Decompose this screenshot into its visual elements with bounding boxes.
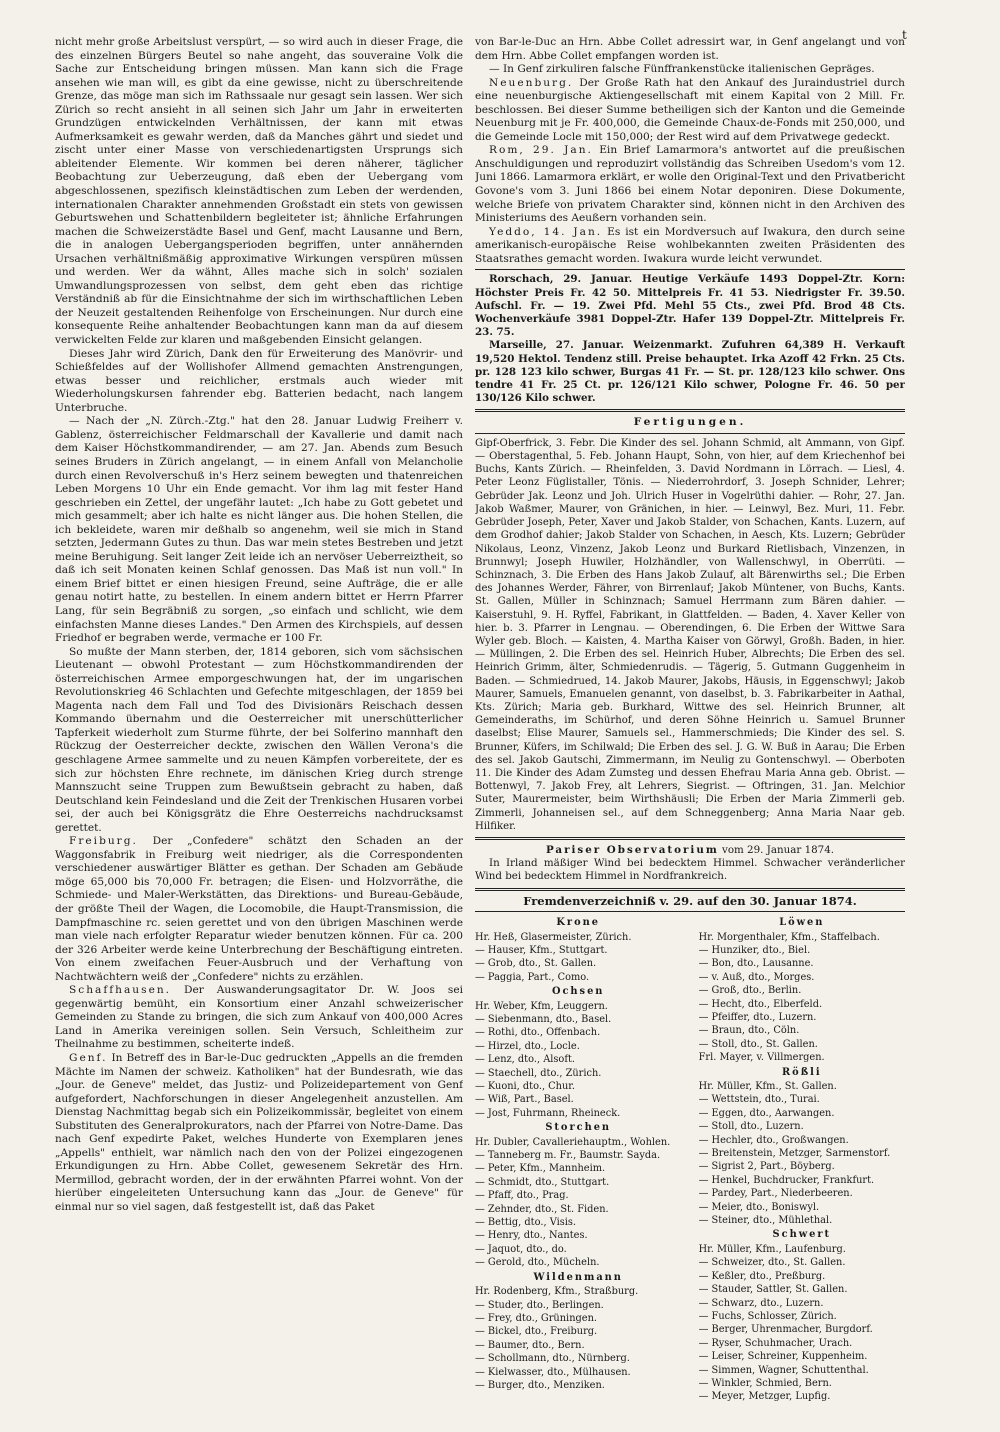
- guest-entry: — Meyer, Metzger, Lupfig.: [698, 1391, 831, 1403]
- article-genf: [55, 1052, 463, 1215]
- guest-entry: — Jost, Fuhrmann, Rheineck.: [475, 1107, 621, 1119]
- guest-entry: — Stauder, Sattler, St. Gallen.: [698, 1284, 848, 1296]
- guest-entry: — Zehnder, dto., St. Fiden.: [475, 1203, 609, 1215]
- guest-entry: Hr. Rodenberg, Kfm., Straßburg.: [475, 1286, 639, 1298]
- guest-entry: — Rothi, dto., Offenbach.: [475, 1027, 601, 1039]
- guest-entry: — Hunziker, dto., Biel.: [698, 944, 811, 956]
- weather-title: Pariser Observatorium: [545, 843, 719, 856]
- guest-entry: Hr. Müller, Kfm., St. Gallen.: [698, 1081, 837, 1092]
- dateline: Schaffhausen.: [69, 984, 172, 997]
- guest-list-right: [699, 915, 905, 1404]
- hotel-name: Storchen: [545, 1122, 612, 1134]
- article-paragraph: — Nach der „N. Zürch.-Ztg." hat den 28. Januar Ludwig Freiherr v. Gablenz, österreichischer Feldmarschall der Kavallerie und damit nach dem Kaiser Höchstkommandirender, — am 27. Jan. Abends zum Besuch seines Bruders in Zürich angelangt, — in einem Anfall von Melancholie durch einen Revolverschuß in's Herz seinem bewegten und thatenreichen Leben Morgens 10 Uhr ein Ende gemacht. Vor ihm lag mit fester Hand geschrieben ein Zettel, der ungefähr lautet: „Ich habe zu Gott gebetet und mich gesammelt; aber ich halte es nicht länger aus. Die hohen Stellen, die ich bekleidete, waren mir deßhalb so angenehm, weil sie mich in Stand setzten, Jedermann Gutes zu thun. Das war mein stetes Bestreben und jetzt meine Beruhigung. Seit langer Zeit leide ich an nervöser Ueberreiztheit, so daß ich seit Monaten keinen Schlaf genossen. Das Maß ist nun voll." In einem Brief bittet er einen hiesigen Freund, seine Aufträge, die er alle genau notirt hatte, zu bestellen. In einem andern bittet er Herrn Pfarrer Lang, für sein Begräbniß zu sorgen, „so einfach und schlicht, wie dem einfachsten Manne dieses Landes." Den Armen des Kirchspiels, auf dessen Friedhof er begraben werde, vermache er 100 Fr.: [55, 415, 463, 645]
- guest-entry: — Keßler, dto., Preßburg.: [698, 1270, 826, 1282]
- article-paragraph: Dieses Jahr wird Zürich, Dank den für Erweiterung des Manövrir- und Schießfeldes auf der Wollishofer Allmend gemachten Anstrengungen, etwas besser und reichlicher, erstmals auch wieder mit Wiederholungskursen fahrender ebg. Batterien bedacht, nach langem Unterbruche.: [55, 347, 463, 414]
- guest-entry: — Studer, dto., Berlingen.: [475, 1299, 604, 1311]
- guest-entry: — Sigrist 2, Part., Böyberg.: [698, 1161, 835, 1173]
- hotel-name: Löwen: [779, 917, 825, 929]
- guest-entry: — Berger, Uhrenmacher, Burgdorf.: [698, 1324, 873, 1336]
- divider: [475, 269, 905, 270]
- guest-entry: — Steiner, dto., Mühlethal.: [698, 1215, 833, 1227]
- hotel-name: Schwert: [772, 1229, 832, 1241]
- guest-entry: — Stoll, dto., St. Gallen.: [698, 1038, 818, 1050]
- article-yeddo: [475, 226, 905, 267]
- guest-entry: — Kielwasser, dto., Mülhausen.: [475, 1366, 631, 1378]
- left-column: [55, 36, 463, 1406]
- guest-entry: — Braun, dto., Cöln.: [698, 1025, 800, 1037]
- hotel-name: Ochsen: [551, 986, 605, 998]
- article-paragraph: von Bar-le-Duc an Hrn. Abbe Collet adressirt war, in Genf angelangt und von dem Hrn. Abbe Collet empfangen worden ist.: [475, 36, 905, 62]
- guest-entry: Hr. Dubler, Cavalleriehauptm., Wohlen.: [475, 1136, 671, 1148]
- article-rom: [475, 144, 905, 225]
- guest-entry: — Henkel, Buchdrucker, Frankfurt.: [698, 1174, 875, 1186]
- guest-entry: — Breitenstein, Metzger, Sarmenstorf.: [698, 1148, 891, 1160]
- guest-entry: — Bickel, dto., Freiburg.: [475, 1326, 598, 1338]
- guest-entry: — Wettstein, dto., Turai.: [698, 1094, 820, 1106]
- article-paragraph: So mußte der Mann sterben, der, 1814 geboren, sich vom sächsischen Lieutenant — obwohl Protestant — zum Höchstkommandirenden der österreichischen Armee emporgeschwungen hat, der im ungarischen Revolutionskrieg 46 Schlachten und Gefechte mitgeschlagen, der 1859 bei Magenta nach dem Fall und Tod des Divisionärs Reischach dessen Kommando übernahm und die Oesterreicher mit unerschütterlicher Tapferkeit wiederholt zum Sturme führte, der bei Solferino mannhaft den Rückzug der Oesterreicher deckte, zwischen den Wällen Verona's die geschlagene Armee sammelte und zu neuen Kämpfen vorbereitete, der es sich zur höchsten Ehre rechnete, im dänischen Krieg durch strenge Mannszucht seine Truppen zum Bewußtsein gebracht zu haben, daß Deutschland kein Feindesland und die Zeit der Trenkischen Husaren vorbei sei, der auch bei Königsgrätz die Ehre Oesterreichs nachdrucksamst gerettet.: [55, 645, 463, 834]
- guest-entry: — Leiser, Schreiner, Kuppenheim.: [698, 1351, 868, 1363]
- corner-mark: t: [902, 28, 907, 42]
- guest-entry: Hr. Heß, Glasermeister, Zürich.: [475, 931, 632, 943]
- guest-entry: — Lenz, dto., Alsoft.: [475, 1054, 576, 1066]
- dateline: Freiburg.: [69, 835, 138, 848]
- guest-entry: — Grob, dto., St. Gallen.: [475, 958, 597, 970]
- divider: [475, 409, 905, 412]
- guest-entry: — Schweizer, dto., St. Gallen.: [698, 1257, 846, 1269]
- guest-entry: — Jaquot, dto., do.: [475, 1243, 567, 1255]
- dateline: Neuenburg.: [489, 76, 574, 89]
- market-report-marseille: Marseille, 27. Januar. Weizenmarkt. Zufuhren 64,389 H. Verkauft 19,520 Hektol. Tendenz still. Preise behauptet. Irka Azoff 42 Frkn. 25 Cts. pr. 128 123 kilo schwer, Burgas 41 Fr. — St. pr. 128/123 kilo schwer. Ons tendre 41 Fr. 25 Ct. pr. 126/121 Kilo schwer, Pologne Fr. 46. 50 per 130/126 Kilo schwer.: [475, 339, 905, 405]
- right-column: [475, 36, 905, 1406]
- article-text: Ein Brief Lamarmora's antwortet auf die preußischen Anschuldigungen und reproduzirt vollständig das Schreiben Usedom's vom 12. Juni 1866. Lamarmora erklärt, er wolle den Original-Text und den Privatbericht Govone's vom 3. Juni 1866 bei einem Notar deponiren. Diese Dokumente, welche Briefe von privatem Charakter sind, können nicht in den Archiven des Ministeriums des Aeußern vorhanden sein.: [475, 144, 905, 225]
- guest-list-left: [475, 915, 681, 1404]
- guest-entry: — Fuchs, Schlosser, Zürich.: [698, 1310, 837, 1322]
- hotel-name: Wildenmann: [533, 1271, 623, 1283]
- guest-entry: — Schwarz, dto., Luzern.: [698, 1297, 824, 1309]
- guest-entry: — v. Auß, dto., Morges.: [698, 971, 815, 983]
- fertigungen-list: Gipf-Oberfrick, 3. Febr. Die Kinder des sel. Johann Schmid, alt Ammann, von Gipf. — Oberstagenthal, 5. Feb. Johann Haupt, Sohn, von hier, auf dem Kriechenhof bei Buchs, Kants Zürich. — Rheinfelden, 3. David Nordmann in Lörrach. — Liesl, 4. Peter Leonz Füglistaller, Tönis. — Niederrohrdorf, 3. Joseph Schnider, Lehrer; Gebrüder Jak. Leonz und Joh. Ulrich Huser in Vogelrüthi dahier. — Rohr, 27. Jan. Jakob Waßmer, Maurer, von Gränichen, in hier. — Leinwyl, Bez. Muri, 11. Febr. Gebrüder Joseph, Peter, Xaver und Jakob Stalder, von Schachen, Kants. Luzern, auf dem Grodhof dahier; Jakob Stalder von Schachen, in Aesch, Kts. Luzern; Gebrüder Nikolaus, Leonz, Vinzenz, Jakob Leonz und Burkard Rietlisbach, Vinzenzen, in Brunnwyl; Joseph Huwiler, Holzhändler, von Wallenschwyl, in Oberrüti. — Schinznach, 3. Die Erben des Hans Jakob Zulauf, alt Bärenwirths sel.; Die Erben des Johannes Werder, Fährer, von Birrenlauf; Jakob Müntener, von Buchs, Kants. St. Gallen, Müller in Schinznach; Samuel Herrmann zum Bären dahier. — Kaiserstuhl, 9. H. Ryffel, Fabrikant, in Glattfelden. — Baden, 4. Xaver Keller von hier. b. 3. Pfarrer in Lengnau. — Oberendingen, 6. Die Erben der Wittwe Sara Wyler geb. Bloch. — Kaisten, 4. Martha Kaiser von Görwyl, Großh. Baden, in hier. — Müllingen, 2. Die Erben des sel. Heinrich Huber, Albrechts; Die Erben des sel. Heinrich Grimm, älter, Schmiedenrudis. — Tägerig, 5. Gutmann Guggenheim in Baden. — Schmiedrued, 14. Jakob Maurer, Jakobs, Häusis, in Eggenschwyl; Jakob Maurer, Samuels, Emanuelen genannt, von daselbst, b. 3. Fabrikarbeiter in Aathal, Kts. Zürich; Maria geb. Burkhard, Wittwe des sel. Heinrich Brunner, alt Gemeinderaths, im Schürhof, und deren Söhne Heinrich u. Samuel Brunner daselbst; Elise Maurer, Samuels sel., Hammerschmieds; Die Kinder des sel. S. Brunner, Küfers, im Schilwald; Die Erben des sel. J. G. W. Buß in Aarau; Die Erben des sel. Jakob Gautschi, Zimmermann, im Neulig zu Gontenschwyl. — Oberboten 11. Die Kinder des Adam Zumsteg und dessen Ehefrau Maria Anna geb. Obrist. — Bottenwyl, 7. Jakob Frey, alt Lehrers, Siegrist. — Oftringen, 31. Jan. Melchior Suter, Maurermeister, beim Wirthshäusli; Die Erben der Maria Zimmerli geb. Zimmerli, Johanneisen sel., auf dem Schneggenberg; Anna Maria Naar geb. Hilfiker.: [475, 437, 905, 832]
- guest-list-title: Fremdenverzeichniß v. 29. auf den 30. Januar 1874.: [523, 893, 857, 908]
- guest-entry: — Staechell, dto., Zürich.: [475, 1067, 602, 1079]
- guest-entry: — Hechler, dto., Großwangen.: [698, 1134, 849, 1146]
- article-text: In Betreff des in Bar-le-Duc gedruckten „Appells an die fremden Mächte im Namen der schweiz. Katholiken" hat der Bundesrath, wie das „Jour. de Geneve" meldet, das Justiz- und Polizeidepartement von Genf aufgefordert, Nachforschungen in dieser Angelegenheit anzustellen. Am Dienstag Nachmittag begab sich ein Polizeikommissär, begleitet von einem Substituten des Generalprokurators, nach der Pfarrei von Notre-Dame. Das nach Genf expedirte Paket, welches Hunderte von Exemplaren jenes „Appells" enthielt, war nämlich nach den von der Polizei eingezogenen Erkundigungen zu Hrn. Abbe Collet, gewesenem Sekretär des Hrn. Mermillod, gebracht worden, der in der erwähnten Pfarrei wohnt. Von der hierüber eingeleiteten Untersuchung kann das „Jour. de Geneve" für einmal nur so viel sagen, daß festgestellt ist, daß das Paket: [55, 1052, 463, 1214]
- guest-entry: Hr. Weber, Kfm, Leuggern.: [475, 1000, 608, 1012]
- guest-entry: — Tanneberg m. Fr., Baumstr. Sayda.: [475, 1150, 661, 1162]
- weather-report: In Irland mäßiger Wind bei bedecktem Himmel. Schwacher veränderlicher Wind bei bedecktem Himmel in Nordfrankreich.: [475, 857, 905, 883]
- guest-list: [475, 915, 905, 1404]
- guest-entry: — Paggia, Part., Como.: [475, 971, 590, 983]
- article-freiburg: [55, 835, 463, 984]
- weather-date: vom 29. Januar 1874.: [722, 843, 835, 856]
- dateline: Rom, 29. Jan.: [489, 144, 593, 157]
- divider: [475, 433, 905, 434]
- article-text: Der „Confedere" schätzt den Schaden an der Waggonsfabrik in Freiburg weit niedriger, als die Correspondenten verschiedener auswärtiger Blätter es gethan. Der Schaden am Gebäude möge 65,000 bis 70,000 Fr. betragen; die Eisen- und Holzvorräthe, die Schmiede- und Maler-Werkstätten, das Direktions- und Bureau-Gebäude, der größte Theil der Wagen, die Locomobile, die Haupt-Transmission, die Dampfmaschine rc. seien gerettet und von den übrigen Maschinen werde man viele nach erfolgter Reparatur wieder benutzen können. Für ca. 200 der 326 Arbeiter werde keine Unterbrechung der Beschäftigung eintreten. Von einem zweifachen Feuer-Ausbruch und der Verhaftung von Nachtwächtern weiß der „Confedere" nichts zu erzählen.: [55, 835, 463, 983]
- guest-entry: — Meier, dto., Boniswyl.: [698, 1201, 820, 1213]
- dateline: Genf.: [69, 1052, 108, 1065]
- guest-entry: — Ryser, Schuhmacher, Urach.: [698, 1337, 853, 1349]
- guest-entry: — Pfeiffer, dto., Luzern.: [698, 1011, 817, 1023]
- article-schaffhausen: [55, 984, 463, 1052]
- guest-entry: — Peter, Kfm., Mannheim.: [475, 1163, 606, 1175]
- article-paragraph: nicht mehr große Arbeitslust verspürt, — so wird auch in dieser Frage, die des einzelnen Bürgers Beutel so nahe angeht, das souveraine Volk die Sache zur Entscheidung bringen müssen. Man kann sich die Frage ansehen wie man will, es gibt da eine gewisse, nicht zu überschreitende Grenze, das möge man sich im Rathssaale nur gesagt sein lassen. Wer sich Zürich so recht ansieht in all seinen sich Jahr um Jahr in erweiterten Grundzügen entwickelnden Verhältnissen, der kann mit etwas Aufmerksamkeit es gewahr werden, daß da Manches gährt und siedet und zischt unter einer Masse von verschiedenartigsten Ursprungs sich ableitender Elemente. Wir kommen bei deren näherer, täglicher Beobachtung zur Ueberzeugung, daß eben der Uebergang vom abgeschlossenen, spezifisch kleinstädtischen zum Leben der werdenden, internationalen Charakter annehmenden Großstadt ein stets von gewissen Geburtswehen und Schattenbildern begleiteter ist; ähnliche Erfahrungen machen die Schweizerstädte Basel und Genf, macht Lausanne und Bern, die in analogen Uebergangsperioden begriffen, unter annähernden Ursachen verhältnißmäßig approximative Wirkungen verspüren müssen und werden. Wer da wähnt, Alles mache sich in solch' sozialen Umwandlungsprozessen von selbst, dem geht eben das richtige Verständniß ab für die Einsichtnahme der sich im wirthschaftlichen Leben der Neuzeit gestaltenden Reihenfolge von Erscheinungen. Nur durch eine konsequente Reihe anhaltender Beobachtungen kann man da auf diesem verwickelten Felde zur klaren und maßgebenden Einsicht gelangen.: [55, 36, 463, 347]
- guest-entry: — Wiß, Part., Basel.: [475, 1094, 574, 1106]
- hotel-name: Krone: [556, 917, 600, 929]
- guest-entry: — Eggen, dto., Aarwangen.: [698, 1107, 835, 1119]
- guest-entry: — Baumer, dto., Bern.: [475, 1339, 585, 1351]
- guest-entry: — Pfaff, dto., Prag.: [475, 1190, 569, 1202]
- guest-entry: — Gerold, dto., Mücheln.: [475, 1257, 600, 1269]
- guest-entry: — Hecht, dto., Elberfeld.: [698, 998, 823, 1010]
- divider: [475, 888, 905, 891]
- guest-entry: — Schmidt, dto., Stuttgart.: [475, 1176, 610, 1188]
- guest-entry: — Burger, dto., Menziken.: [475, 1379, 605, 1391]
- guest-entry: — Stoll, dto., Luzern.: [698, 1121, 804, 1133]
- guest-entry: — Winkler, Schmied, Bern.: [698, 1377, 832, 1389]
- guest-entry: — Groß, dto., Berlin.: [698, 985, 802, 997]
- guest-entry: — Hirzel, dto., Locle.: [475, 1040, 580, 1052]
- guest-entry: — Frey, dto., Grüningen.: [475, 1312, 597, 1324]
- guest-entry: — Hauser, Kfm., Stuttgart.: [475, 944, 608, 956]
- guest-entry: — Siebenmann, dto., Basel.: [475, 1013, 612, 1025]
- article-paragraph: — In Genf zirkuliren falsche Fünffrankenstücke italienischen Gepräges.: [489, 63, 875, 76]
- guest-entry: — Bettig, dto., Visis.: [475, 1217, 577, 1229]
- article-text: Es ist ein Mordversuch auf Iwakura, den durch seine amerikanisch-europäische Reise wohlbekannten zweiten Präsidenten des Staatsrathes gemacht worden. Iwakura wurde leicht verwundet.: [475, 225, 905, 265]
- guest-entry: Hr. Morgenthaler, Kfm., Staffelbach.: [698, 931, 880, 943]
- hotel-name: Rößli: [782, 1066, 822, 1078]
- guest-entry: Frl. Mayer, v. Villmergen.: [698, 1052, 825, 1064]
- guest-entry: — Kuoni, dto., Chur.: [475, 1081, 576, 1092]
- guest-entry: — Schollmann, dto., Nürnberg.: [475, 1353, 630, 1365]
- guest-entry: — Henry, dto., Nantes.: [475, 1230, 588, 1242]
- weather-header: [475, 844, 905, 857]
- guest-entry: — Simmen, Wagner, Schuttenthal.: [698, 1364, 869, 1376]
- divider: [475, 837, 905, 840]
- market-report-rorschach: Rorschach, 29. Januar. Heutige Verkäufe 1493 Doppel-Ztr. Korn: Höchster Preis Fr. 42 50. Mittelpreis Fr. 41 53. Niedrigster Fr. 39.50. Aufschl. Fr. — 19. Zwei Pfd. Mehl 55 Cts., zwei Pfd. Brod 48 Cts. Wochenverkäufe 3981 Doppel-Ztr. Hafer 139 Doppel-Ztr. Mittelpreis Fr. 23. 75.: [475, 273, 905, 339]
- guest-entry: — Pardey, Part., Niederbeeren.: [698, 1188, 853, 1200]
- article-text: Der Große Rath hat den Ankauf des Juraindustriel durch eine neuenburgische Aktiengesellschaft mit einem Kapital von 2 Mill. Fr. beschlossen. Bei dieser Summe betheiligen sich der Kanton und die Gemeinde Neuenburg mit je Fr. 400,000, die Gemeinde Chaux-de-Fonds mit 250,000, und die Gemeinde Locle mit 150,000; der Rest wird auf dem Privatwege gedeckt.: [475, 76, 905, 143]
- guest-entry: Hr. Müller, Kfm., Laufenburg.: [698, 1243, 846, 1255]
- guest-entry: — Bon, dto., Lausanne.: [698, 958, 814, 970]
- article-neuenburg: [475, 77, 905, 145]
- section-heading: Fertigungen.: [633, 416, 747, 429]
- article-text: Der Auswanderungsagitator Dr. W. Joos sei gegenwärtig bemüht, ein Konsortium einer Anzahl schweizerischer Gemeinden zu Stande zu bringen, die sich zum Ankauf von 400,000 Acres Land in Amerika vereinigen sollen. Sein Versuch, Schleitheim zur Theilnahme zu bestimmen, scheiterte indeß.: [55, 984, 463, 1051]
- divider: [475, 911, 905, 912]
- dateline: Yeddo, 14. Jan.: [489, 225, 603, 238]
